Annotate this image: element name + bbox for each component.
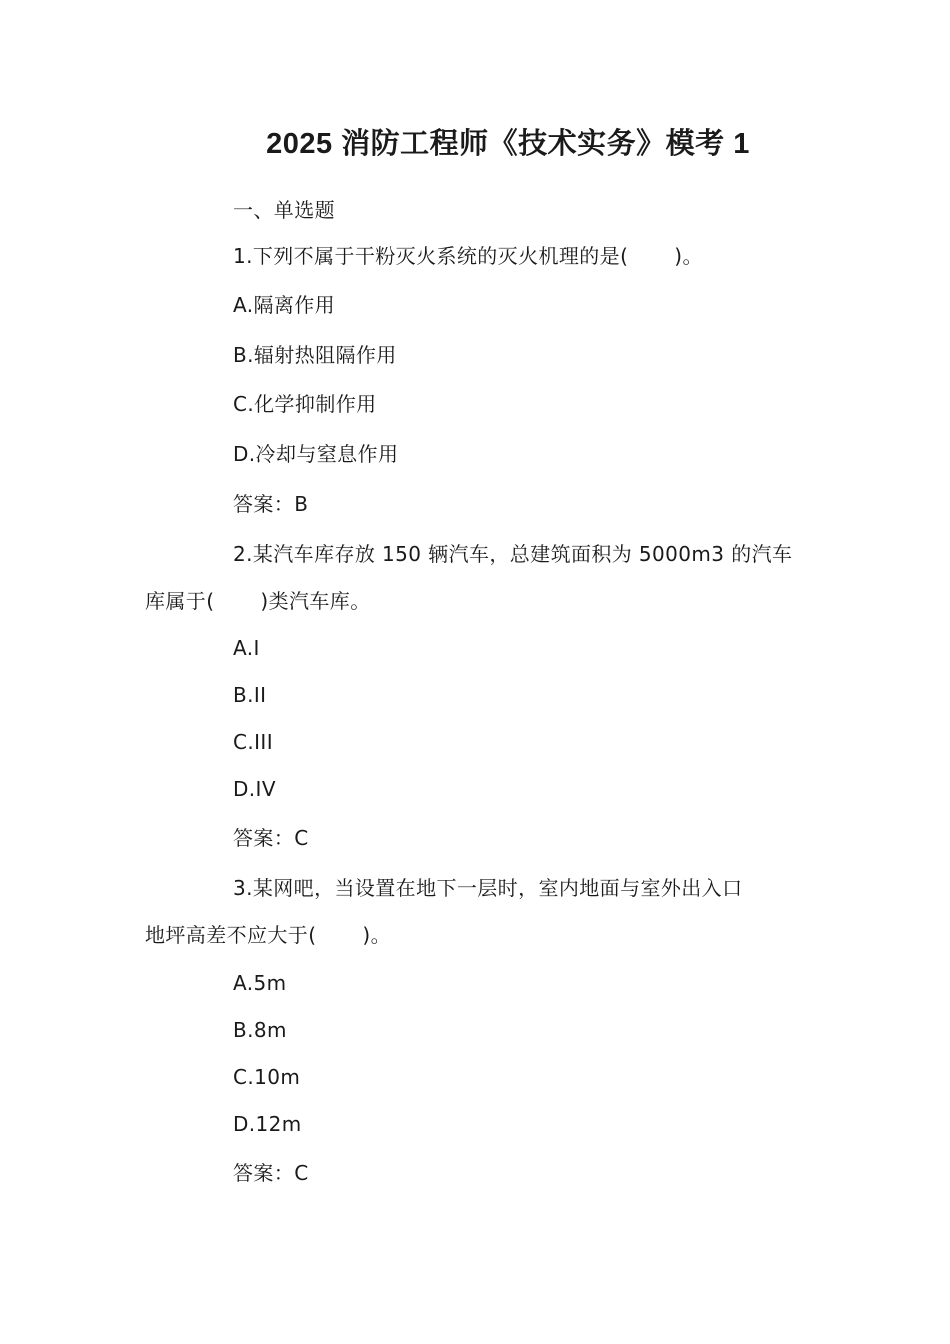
document-title: 2025 消防工程师《技术实务》模考 1: [266, 128, 750, 160]
section-heading: 一、单选题: [233, 198, 335, 222]
question-2-stem-line-1: 2.某汽车库存放 150 辆汽车，总建筑面积为 5000m3 的汽车: [233, 542, 793, 566]
question-3-option-a: A.5m: [233, 971, 287, 995]
question-1-stem-part-a: 1.下列不属于干粉灭火系统的灭火机理的是(: [233, 244, 629, 268]
question-2-option-b: B.II: [233, 683, 267, 707]
question-2-stem-line-2: [145, 587, 371, 615]
question-1-option-b: B.辐射热阻隔作用: [233, 343, 397, 367]
question-3-option-b: B.8m: [233, 1018, 287, 1042]
question-1-stem-part-b: )。: [674, 244, 703, 268]
question-2-option-c: C.III: [233, 730, 274, 754]
question-2-option-a: A.I: [233, 636, 260, 660]
question-1-stem: [233, 242, 703, 270]
question-1-option-a: A.隔离作用: [233, 293, 336, 317]
question-3-stem-part-a: 地坪高差不应大于(: [145, 923, 317, 947]
question-1-option-c: C.化学抑制作用: [233, 392, 377, 416]
question-3-option-d: D.12m: [233, 1112, 302, 1136]
question-3-answer: 答案：C: [233, 1161, 309, 1185]
question-3-option-c: C.10m: [233, 1065, 301, 1089]
question-1-option-d: D.冷却与窒息作用: [233, 442, 399, 466]
question-2-stem-part-b: )类汽车库。: [260, 589, 371, 613]
question-2-answer: 答案：C: [233, 826, 309, 850]
question-3-stem-line-1: 3.某网吧，当设置在地下一层时，室内地面与室外出入口: [233, 876, 743, 900]
question-3-stem-part-b: )。: [362, 923, 392, 947]
question-1-answer: 答案：B: [233, 492, 309, 516]
question-2-option-d: D.IV: [233, 777, 276, 801]
question-3-stem-line-2: [145, 921, 391, 949]
question-2-stem-part-a: 库属于(: [145, 589, 215, 613]
